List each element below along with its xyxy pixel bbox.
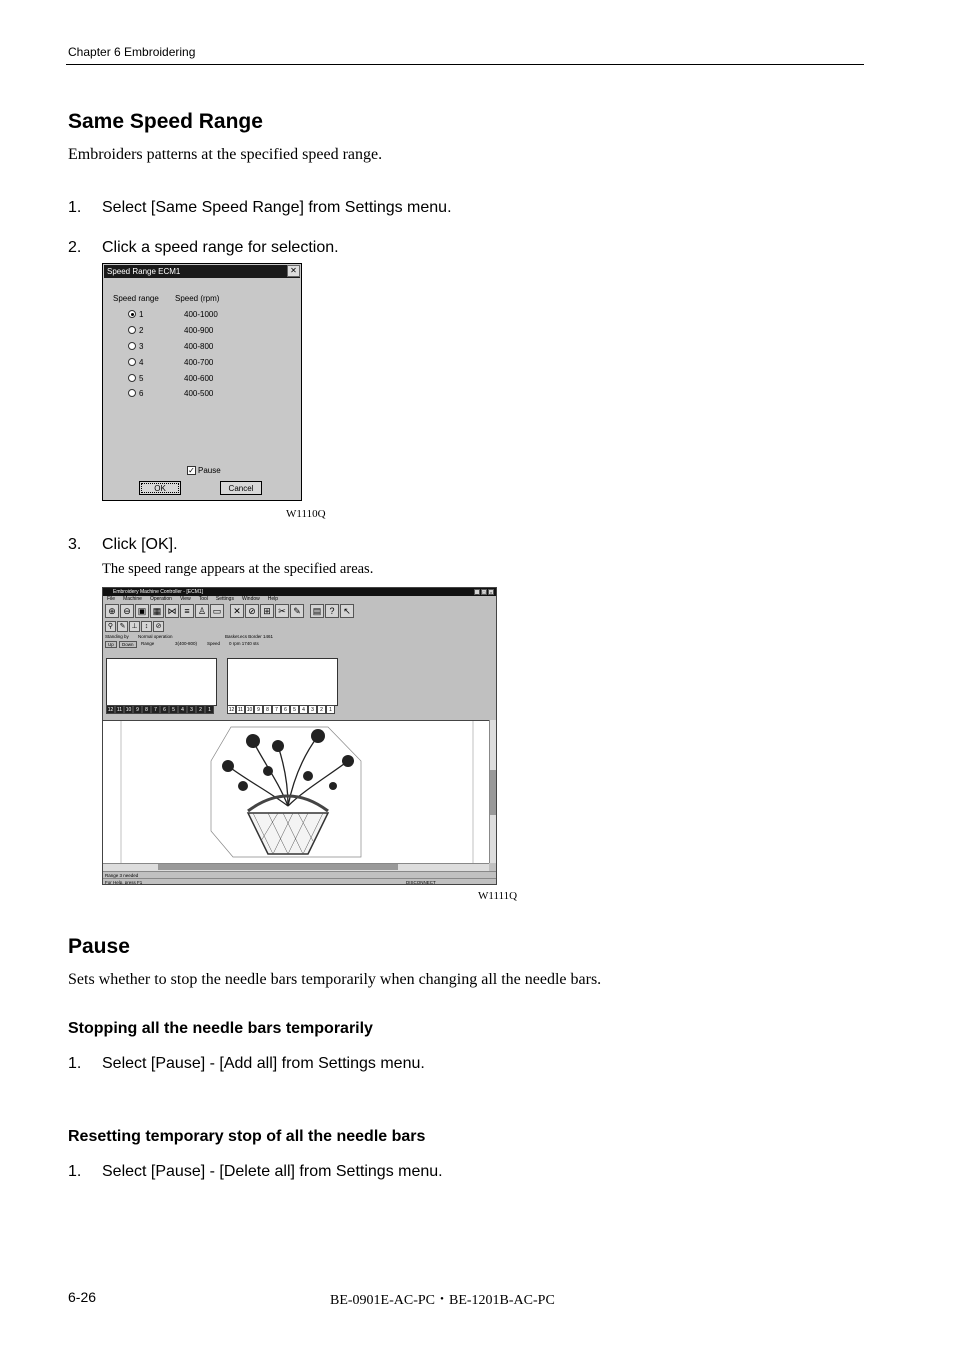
- needle-button[interactable]: 8: [142, 705, 151, 714]
- section-title-same-speed-range: Same Speed Range: [68, 110, 263, 133]
- needle-button[interactable]: 12: [228, 707, 235, 713]
- toolbar: [105, 604, 354, 618]
- speed-label: 400-600: [184, 374, 214, 383]
- step-delete-all: [68, 1163, 668, 1183]
- operation-mode: Normal operation: [138, 634, 173, 639]
- range-label: 1: [139, 310, 144, 319]
- step-1: [68, 199, 668, 219]
- needle-icon[interactable]: ♙: [195, 604, 209, 618]
- grid-icon[interactable]: ⋈: [165, 604, 179, 618]
- menu-operation[interactable]: Operation: [149, 596, 172, 602]
- head-panel-left: [106, 658, 217, 706]
- menu-help[interactable]: Help: [267, 596, 279, 602]
- range-label: 6: [139, 389, 144, 398]
- range-label: 4: [139, 358, 144, 367]
- range-label: 5: [139, 374, 144, 383]
- radio-button[interactable]: [128, 342, 136, 350]
- ok-button[interactable]: OK: [139, 481, 181, 495]
- pause-checkbox[interactable]: ✓: [188, 466, 195, 475]
- cancel-icon[interactable]: ⊘: [153, 621, 164, 632]
- machine-state: Standing by: [105, 634, 129, 639]
- close-icon[interactable]: ✕: [287, 265, 300, 277]
- up-button[interactable]: Up: [105, 641, 117, 648]
- table-icon[interactable]: ⊞: [260, 604, 274, 618]
- needle-tool-icon[interactable]: ⊥: [129, 621, 140, 632]
- status-help: [103, 878, 496, 885]
- down-button[interactable]: Down: [119, 641, 137, 648]
- scroll-thumb[interactable]: [158, 864, 398, 870]
- head-panel-right: [227, 658, 338, 706]
- radio-button[interactable]: [128, 358, 136, 366]
- step-number: 1.: [68, 199, 82, 216]
- figure-caption: W1110Q: [286, 508, 326, 520]
- needle-button[interactable]: 4: [178, 705, 187, 714]
- close-icon[interactable]: ×: [489, 590, 493, 595]
- range-value: 3(400-800): [175, 641, 198, 646]
- radio-button[interactable]: [128, 326, 136, 334]
- monitor-icon[interactable]: ▭: [210, 604, 224, 618]
- range-label: 3: [139, 342, 144, 351]
- needle-button[interactable]: 9: [254, 705, 263, 714]
- status-help-text: For Help, press F1: [105, 880, 143, 885]
- needle-button[interactable]: 7: [151, 705, 160, 714]
- speed-label: 400-900: [184, 326, 214, 335]
- list-icon[interactable]: ≡: [180, 604, 194, 618]
- prohibit-icon[interactable]: ⊘: [245, 604, 259, 618]
- section-title-pause: Pause: [68, 935, 130, 958]
- needle-button[interactable]: 11: [237, 707, 244, 713]
- pen-icon[interactable]: ✎: [117, 621, 128, 632]
- flower-heads: [222, 729, 354, 791]
- page-number: 6-26: [68, 1289, 97, 1305]
- computer-icon[interactable]: ▤: [310, 604, 324, 618]
- design-name: Basket.ecs Border 1461: [225, 634, 274, 639]
- speed-label: 400-500: [184, 389, 214, 398]
- minimize-icon[interactable]: _: [475, 590, 479, 595]
- stop-icon[interactable]: ✕: [230, 604, 244, 618]
- step-text: Select [Pause] - [Delete all] from Settings menu.: [102, 1163, 443, 1180]
- status-message: Range 3 needed: [103, 871, 496, 879]
- dialog-title: Speed Range ECM1: [104, 265, 300, 278]
- needle-button[interactable]: 2: [317, 705, 326, 714]
- window-controls: [474, 589, 494, 595]
- range-label: Range: [141, 641, 155, 646]
- step-text: Select [Pause] - [Add all] from Settings menu.: [102, 1055, 425, 1072]
- step-add-all: [68, 1055, 668, 1075]
- step-2: [68, 239, 668, 259]
- connection-status: DISCONNECT: [406, 880, 436, 885]
- radio-button[interactable]: [128, 389, 136, 397]
- maximize-icon[interactable]: □: [482, 590, 486, 595]
- needle-button[interactable]: 12: [107, 707, 114, 713]
- window-title: Embroidery Machine Controller - [ECM1]: [103, 588, 496, 596]
- menu-machine[interactable]: Machine: [123, 596, 142, 602]
- subsection-title: Stopping all the needle bars temporarily: [68, 1020, 373, 1037]
- needle-button[interactable]: 10: [125, 707, 132, 713]
- edit-icon[interactable]: ✎: [290, 604, 304, 618]
- speed-label: 400-700: [184, 358, 214, 367]
- menu-settings[interactable]: Settings: [215, 596, 234, 602]
- col-header-range: Speed range: [113, 294, 159, 303]
- needle-button[interactable]: 2: [196, 705, 205, 714]
- needle-button[interactable]: 6: [160, 705, 169, 714]
- needle-button[interactable]: 8: [263, 705, 272, 714]
- needle-button[interactable]: 7: [272, 705, 281, 714]
- speed-label: 400-800: [184, 342, 214, 351]
- step-number: 1.: [68, 1055, 82, 1072]
- embroidery-controller-window: [102, 587, 497, 885]
- zoom-area-icon[interactable]: ▣: [135, 604, 149, 618]
- basket: [248, 813, 328, 854]
- figure-caption: W1111Q: [478, 890, 518, 902]
- needle-button[interactable]: 3: [187, 705, 196, 714]
- step-text: Select [Same Speed Range] from Settings menu.: [102, 199, 452, 216]
- toolbar-separator: [305, 604, 309, 618]
- needle-button[interactable]: 6: [281, 705, 290, 714]
- pause-label: Pause: [198, 466, 221, 475]
- range-label: 2: [139, 326, 144, 335]
- subsection-title: Resetting temporary stop of all the needle bars: [68, 1128, 426, 1145]
- step-text: Click [OK].: [102, 536, 178, 553]
- section-intro: Sets whether to stop the needle bars temporarily when changing all the needle bars.: [68, 971, 602, 988]
- needle-button[interactable]: 5: [290, 705, 299, 714]
- search-icon[interactable]: ⚲: [105, 621, 116, 632]
- menu-tool[interactable]: Tool: [198, 596, 208, 602]
- scroll-thumb[interactable]: [490, 770, 496, 815]
- needle-bar-right: [227, 705, 335, 714]
- help-icon[interactable]: ?: [325, 604, 339, 618]
- needle-button[interactable]: 1: [205, 705, 214, 714]
- cancel-button[interactable]: Cancel: [220, 481, 262, 495]
- toolbar-separator: [225, 604, 229, 618]
- vertical-scrollbar[interactable]: [489, 720, 497, 863]
- tool-icon[interactable]: ✂: [275, 604, 289, 618]
- fit-icon[interactable]: ▦: [150, 604, 164, 618]
- needle-button[interactable]: 5: [169, 705, 178, 714]
- step-number: 1.: [68, 1163, 82, 1180]
- toolbar-secondary: [105, 621, 164, 632]
- chapter-header: Chapter 6 Embroidering: [68, 45, 196, 59]
- speed-label: 400-1000: [184, 310, 218, 319]
- needle-button[interactable]: 3: [308, 705, 317, 714]
- needle-button[interactable]: 10: [246, 707, 253, 713]
- step-text: Click a speed range for selection.: [102, 239, 339, 256]
- design-info: 0 rpm 1740 sts: [229, 641, 259, 646]
- context-help-icon[interactable]: ↖: [340, 604, 354, 618]
- updown-icon[interactable]: ↕: [141, 621, 152, 632]
- flower-basket-design: [103, 721, 489, 864]
- needle-bar-left: [106, 705, 214, 714]
- menu-view[interactable]: View: [179, 596, 191, 602]
- step-number: 3.: [68, 536, 82, 553]
- horizontal-scrollbar[interactable]: [103, 863, 489, 871]
- menu-window[interactable]: Window: [241, 596, 260, 602]
- speed-label: Speed: [207, 641, 221, 646]
- menu-bar: [103, 596, 496, 603]
- header-rule: [66, 64, 864, 65]
- step-3-note: The speed range appears at the specified areas.: [102, 561, 374, 577]
- radio-button[interactable]: [128, 310, 136, 318]
- model-number: BE-0901E-AC-PC・BE-1201B-AC-PC: [330, 1293, 555, 1308]
- col-header-speed: Speed (rpm): [175, 294, 220, 303]
- needle-button[interactable]: 11: [116, 707, 123, 713]
- needle-button[interactable]: 1: [326, 705, 335, 714]
- section-intro: Embroiders patterns at the specified speed range.: [68, 146, 383, 163]
- design-canvas[interactable]: [103, 720, 489, 864]
- needle-button[interactable]: 4: [299, 705, 308, 714]
- needle-button[interactable]: 9: [133, 705, 142, 714]
- radio-button[interactable]: [128, 374, 136, 382]
- menu-file[interactable]: File: [107, 596, 116, 602]
- zoom-in-icon[interactable]: ⊕: [105, 604, 119, 618]
- speed-range-dialog: [102, 263, 302, 501]
- zoom-out-icon[interactable]: ⊖: [120, 604, 134, 618]
- step-3: [68, 536, 668, 556]
- step-number: 2.: [68, 239, 82, 256]
